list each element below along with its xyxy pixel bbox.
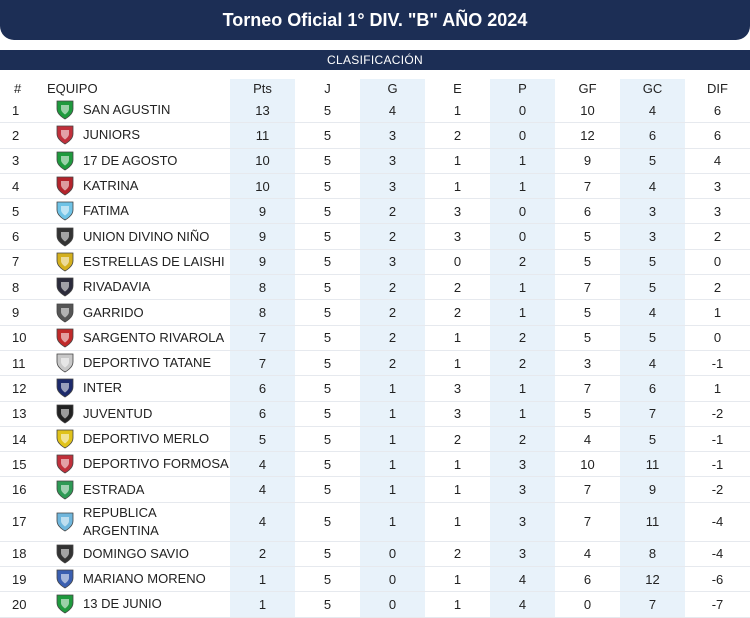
team-cell [41, 325, 230, 350]
j-cell: 5 [295, 376, 360, 401]
p-cell: 4 [490, 567, 555, 592]
team-cell [41, 249, 230, 274]
garrido-crest-icon [55, 303, 75, 323]
team-cell [41, 350, 230, 375]
team-cell [41, 376, 230, 401]
gc-cell: 12 [620, 567, 685, 592]
pts-cell: 11 [230, 123, 295, 148]
position-cell: 3 [0, 148, 41, 173]
table-row [0, 502, 750, 541]
e-cell: 2 [425, 275, 490, 300]
e-cell: 2 [425, 426, 490, 451]
g-cell: 2 [360, 350, 425, 375]
table-row [0, 452, 750, 477]
g-cell: 1 [360, 502, 425, 541]
table-row [0, 249, 750, 274]
gc-cell: 11 [620, 502, 685, 541]
p-cell: 3 [490, 502, 555, 541]
team-name: ESTRADA [83, 481, 145, 497]
e-cell: 3 [425, 376, 490, 401]
p-cell: 3 [490, 477, 555, 502]
gf-cell: 7 [555, 477, 620, 502]
g-cell: 4 [360, 98, 425, 123]
gf-cell: 5 [555, 300, 620, 325]
j-cell: 5 [295, 123, 360, 148]
gc-cell: 4 [620, 98, 685, 123]
gf-cell: 5 [555, 325, 620, 350]
e-cell: 0 [425, 249, 490, 274]
e-cell: 1 [425, 477, 490, 502]
p-cell: 1 [490, 401, 555, 426]
j-cell: 5 [295, 325, 360, 350]
pts-cell: 8 [230, 275, 295, 300]
union-divino-nino-crest-icon [55, 227, 75, 247]
dif-cell: -4 [685, 541, 750, 566]
g-cell: 1 [360, 426, 425, 451]
g-cell: 0 [360, 541, 425, 566]
estrellas-de-laishi-crest-icon [55, 252, 75, 272]
p-cell: 3 [490, 452, 555, 477]
gf-cell: 6 [555, 567, 620, 592]
p-cell: 2 [490, 426, 555, 451]
gf-cell: 5 [555, 249, 620, 274]
e-cell: 1 [425, 148, 490, 173]
pts-cell: 1 [230, 592, 295, 617]
g-cell: 3 [360, 249, 425, 274]
team-cell [41, 452, 230, 477]
dif-cell: -7 [685, 592, 750, 617]
col-header-num: # [14, 81, 22, 96]
dif-cell: -1 [685, 350, 750, 375]
p-cell: 2 [490, 325, 555, 350]
position-cell: 16 [0, 477, 41, 502]
col-header-j: J [324, 81, 331, 96]
e-cell: 1 [425, 98, 490, 123]
dif-cell: 0 [685, 249, 750, 274]
g-cell: 2 [360, 199, 425, 224]
table-header-row [0, 79, 750, 98]
e-cell: 1 [425, 502, 490, 541]
team-name: DEPORTIVO TATANE [83, 355, 212, 371]
gc-cell: 4 [620, 300, 685, 325]
team-cell [41, 224, 230, 249]
p-cell: 1 [490, 376, 555, 401]
e-cell: 3 [425, 224, 490, 249]
dif-cell: 1 [685, 376, 750, 401]
table-row [0, 199, 750, 224]
gc-cell: 3 [620, 224, 685, 249]
gf-cell: 10 [555, 452, 620, 477]
position-cell: 11 [0, 350, 41, 375]
team-cell [41, 123, 230, 148]
team-cell [41, 541, 230, 566]
pts-cell: 7 [230, 325, 295, 350]
pts-cell: 9 [230, 199, 295, 224]
deportivo-formosa-crest-icon [55, 454, 75, 474]
estrada-crest-icon [55, 480, 75, 500]
table-row [0, 401, 750, 426]
dif-cell: -1 [685, 426, 750, 451]
table-row [0, 325, 750, 350]
pts-cell: 6 [230, 376, 295, 401]
col-header-team: EQUIPO [47, 81, 98, 96]
pts-cell: 13 [230, 98, 295, 123]
team-cell [41, 477, 230, 502]
sargento-rivarola-crest-icon [55, 328, 75, 348]
gc-cell: 7 [620, 401, 685, 426]
e-cell: 2 [425, 541, 490, 566]
team-cell [41, 275, 230, 300]
pts-cell: 6 [230, 401, 295, 426]
pts-cell: 10 [230, 148, 295, 173]
p-cell: 0 [490, 224, 555, 249]
dif-cell: 3 [685, 173, 750, 198]
team-name: 13 DE JUNIO [83, 596, 162, 612]
team-name: GARRIDO [83, 304, 144, 320]
team-name: 17 DE AGOSTO [83, 152, 178, 168]
col-header-pts: Pts [230, 79, 295, 98]
p-cell: 1 [490, 275, 555, 300]
gc-cell: 3 [620, 199, 685, 224]
p-cell: 2 [490, 350, 555, 375]
p-cell: 2 [490, 249, 555, 274]
gf-cell: 7 [555, 275, 620, 300]
j-cell: 5 [295, 350, 360, 375]
fatima-crest-icon [55, 201, 75, 221]
position-cell: 9 [0, 300, 41, 325]
j-cell: 5 [295, 173, 360, 198]
inter-crest-icon [55, 378, 75, 398]
gc-cell: 5 [620, 325, 685, 350]
team-name: SARGENTO RIVAROLA [83, 329, 225, 345]
gf-cell: 4 [555, 426, 620, 451]
j-cell: 5 [295, 452, 360, 477]
team-name: FATIMA [83, 203, 129, 219]
g-cell: 1 [360, 376, 425, 401]
dif-cell: -2 [685, 477, 750, 502]
col-header-e: E [453, 81, 462, 96]
gc-cell: 5 [620, 275, 685, 300]
team-name: JUNIORS [83, 127, 141, 143]
juniors-crest-icon [55, 125, 75, 145]
team-name: SAN AGUSTIN [83, 102, 171, 118]
san-agustin-crest-icon [55, 100, 75, 120]
pts-cell: 1 [230, 567, 295, 592]
j-cell: 5 [295, 98, 360, 123]
table-row [0, 173, 750, 198]
team-cell [41, 173, 230, 198]
j-cell: 5 [295, 300, 360, 325]
col-header-p: P [490, 79, 555, 98]
table-row [0, 350, 750, 375]
position-cell: 8 [0, 275, 41, 300]
juventud-crest-icon [55, 404, 75, 424]
e-cell: 1 [425, 592, 490, 617]
p-cell: 0 [490, 98, 555, 123]
position-cell: 15 [0, 452, 41, 477]
j-cell: 5 [295, 502, 360, 541]
deportivo-tatane-crest-icon [55, 353, 75, 373]
position-cell: 1 [0, 98, 41, 123]
e-cell: 1 [425, 567, 490, 592]
p-cell: 4 [490, 592, 555, 617]
table-row [0, 275, 750, 300]
e-cell: 2 [425, 300, 490, 325]
team-name: DEPORTIVO FORMOSA [83, 456, 229, 472]
j-cell: 5 [295, 541, 360, 566]
g-cell: 3 [360, 173, 425, 198]
17-de-agosto-crest-icon [55, 151, 75, 171]
gc-cell: 4 [620, 173, 685, 198]
e-cell: 2 [425, 123, 490, 148]
pts-cell: 9 [230, 224, 295, 249]
e-cell: 1 [425, 452, 490, 477]
position-cell: 2 [0, 123, 41, 148]
g-cell: 2 [360, 325, 425, 350]
dif-cell: -1 [685, 452, 750, 477]
gf-cell: 10 [555, 98, 620, 123]
table-row [0, 300, 750, 325]
table-row [0, 541, 750, 566]
pts-cell: 8 [230, 300, 295, 325]
col-header-gf: GF [578, 81, 597, 96]
gc-cell: 7 [620, 592, 685, 617]
gf-cell: 12 [555, 123, 620, 148]
position-cell: 14 [0, 426, 41, 451]
team-name: INTER [83, 380, 122, 396]
gc-cell: 8 [620, 541, 685, 566]
pts-cell: 2 [230, 541, 295, 566]
p-cell: 1 [490, 148, 555, 173]
team-name: DOMINGO SAVIO [83, 545, 189, 561]
team-name: RIVADAVIA [83, 279, 151, 295]
g-cell: 1 [360, 477, 425, 502]
dif-cell: 4 [685, 148, 750, 173]
position-cell: 12 [0, 376, 41, 401]
e-cell: 1 [425, 173, 490, 198]
team-cell [41, 567, 230, 592]
col-header-g: G [360, 79, 425, 98]
position-cell: 17 [0, 502, 41, 541]
j-cell: 5 [295, 224, 360, 249]
deportivo-merlo-crest-icon [55, 429, 75, 449]
p-cell: 1 [490, 300, 555, 325]
gf-cell: 6 [555, 199, 620, 224]
dif-cell: 2 [685, 275, 750, 300]
gc-cell: 9 [620, 477, 685, 502]
table-row [0, 98, 750, 123]
pts-cell: 4 [230, 452, 295, 477]
position-cell: 13 [0, 401, 41, 426]
team-cell [41, 300, 230, 325]
j-cell: 5 [295, 592, 360, 617]
gf-cell: 7 [555, 502, 620, 541]
dif-cell: -2 [685, 401, 750, 426]
j-cell: 5 [295, 477, 360, 502]
g-cell: 1 [360, 401, 425, 426]
pts-cell: 5 [230, 426, 295, 451]
g-cell: 0 [360, 567, 425, 592]
e-cell: 1 [425, 350, 490, 375]
pts-cell: 10 [230, 173, 295, 198]
team-cell [41, 401, 230, 426]
position-cell: 20 [0, 592, 41, 617]
col-header-dif: DIF [707, 81, 728, 96]
position-cell: 7 [0, 249, 41, 274]
page-title: Torneo Oficial 1° DIV. "B" AÑO 2024 [0, 0, 750, 40]
p-cell: 0 [490, 199, 555, 224]
gc-cell: 5 [620, 148, 685, 173]
team-cell [41, 426, 230, 451]
team-cell [41, 592, 230, 617]
gf-cell: 4 [555, 541, 620, 566]
gc-cell: 5 [620, 426, 685, 451]
gc-cell: 5 [620, 249, 685, 274]
j-cell: 5 [295, 148, 360, 173]
team-name: DEPORTIVO MERLO [83, 431, 210, 446]
mariano-moreno-crest-icon [55, 569, 75, 589]
table-row [0, 477, 750, 502]
gf-cell: 3 [555, 350, 620, 375]
g-cell: 2 [360, 275, 425, 300]
position-cell: 19 [0, 567, 41, 592]
republica-argentina-crest-icon [55, 512, 75, 532]
pts-cell: 9 [230, 249, 295, 274]
table-row [0, 148, 750, 173]
table-row [0, 426, 750, 451]
gf-cell: 5 [555, 224, 620, 249]
gf-cell: 7 [555, 376, 620, 401]
e-cell: 1 [425, 325, 490, 350]
p-cell: 1 [490, 173, 555, 198]
team-name: REPUBLICA ARGENTINA [83, 504, 159, 538]
e-cell: 3 [425, 401, 490, 426]
p-cell: 3 [490, 541, 555, 566]
team-cell [41, 502, 230, 541]
table-row [0, 592, 750, 617]
table-row [0, 123, 750, 148]
rivadavia-crest-icon [55, 277, 75, 297]
team-name: UNION DIVINO NIÑO [83, 228, 210, 244]
dif-cell: 6 [685, 123, 750, 148]
table-row [0, 567, 750, 592]
dif-cell: -6 [685, 567, 750, 592]
table-row [0, 376, 750, 401]
gf-cell: 5 [555, 401, 620, 426]
position-cell: 4 [0, 173, 41, 198]
dif-cell: 6 [685, 98, 750, 123]
gc-cell: 6 [620, 123, 685, 148]
gf-cell: 0 [555, 592, 620, 617]
g-cell: 3 [360, 123, 425, 148]
gf-cell: 9 [555, 148, 620, 173]
dif-cell: 3 [685, 199, 750, 224]
pts-cell: 4 [230, 477, 295, 502]
13-de-junio-crest-icon [55, 594, 75, 614]
j-cell: 5 [295, 401, 360, 426]
standings-table [0, 79, 750, 618]
dif-cell: -4 [685, 502, 750, 541]
gf-cell: 7 [555, 173, 620, 198]
j-cell: 5 [295, 275, 360, 300]
p-cell: 0 [490, 123, 555, 148]
position-cell: 6 [0, 224, 41, 249]
gc-cell: 11 [620, 452, 685, 477]
gc-cell: 4 [620, 350, 685, 375]
domingo-savio-crest-icon [55, 544, 75, 564]
g-cell: 1 [360, 452, 425, 477]
e-cell: 3 [425, 199, 490, 224]
table-row [0, 224, 750, 249]
position-cell: 5 [0, 199, 41, 224]
team-cell [41, 199, 230, 224]
katrina-crest-icon [55, 176, 75, 196]
gc-cell: 6 [620, 376, 685, 401]
team-cell [41, 98, 230, 123]
team-name: KATRINA [83, 178, 139, 194]
g-cell: 3 [360, 148, 425, 173]
position-cell: 18 [0, 541, 41, 566]
team-cell [41, 148, 230, 173]
j-cell: 5 [295, 567, 360, 592]
g-cell: 0 [360, 592, 425, 617]
position-cell: 10 [0, 325, 41, 350]
j-cell: 5 [295, 199, 360, 224]
team-name: JUVENTUD [83, 405, 153, 421]
j-cell: 5 [295, 249, 360, 274]
pts-cell: 7 [230, 350, 295, 375]
pts-cell: 4 [230, 502, 295, 541]
col-header-gc: GC [620, 79, 685, 98]
dif-cell: 0 [685, 325, 750, 350]
section-title: CLASIFICACIÓN [0, 50, 750, 70]
team-name: ESTRELLAS DE LAISHI [83, 253, 225, 269]
g-cell: 2 [360, 300, 425, 325]
j-cell: 5 [295, 426, 360, 451]
dif-cell: 2 [685, 224, 750, 249]
g-cell: 2 [360, 224, 425, 249]
team-name: MARIANO MORENO [83, 571, 206, 587]
dif-cell: 1 [685, 300, 750, 325]
